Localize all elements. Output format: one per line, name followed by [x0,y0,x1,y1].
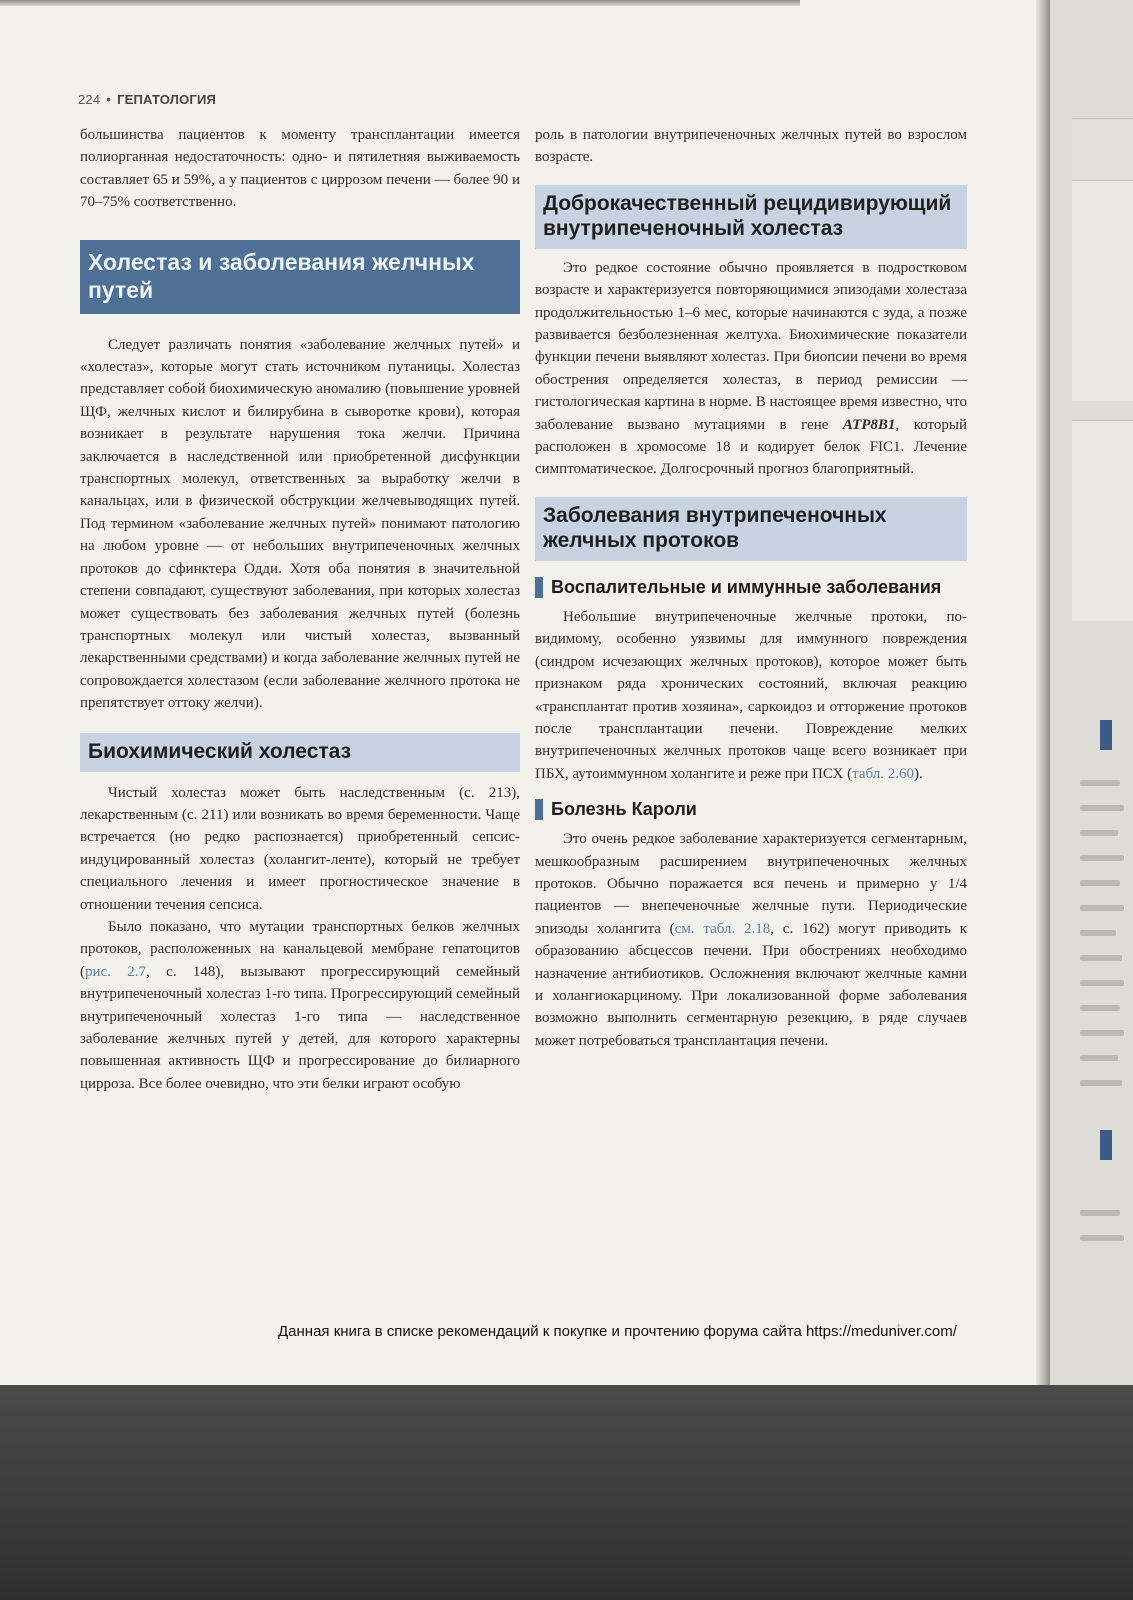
next-page-edge [1050,0,1133,1385]
right-column [535,124,967,1052]
header-separator: • [106,92,112,107]
cholestasis-paragraph: Следует различать понятия «заболевание желчных путей» и «холестаз», которые могут стать источником путаницы. Холестаз представляет собой биохимическую аномалию (повышение уровней ЩФ, желчных кислот и билирубина в сыворотке крови), которая возникает в результате нарушения тока желчи. Причина заключается в наследственной или приобретенной дисфункции транспортных молекул, ответственных за выработку желчи в канальцах, или в физической обструкции желчевыводящих путей. Под термином «заболевание желчных путей» понимают патологию на любом уровне — от небольших внутрипеченочных желчных протоков до сфинктера Одди. Хотя оба понятия в значительной степени совпадают, существуют заболевания, при которых холестаз может существовать без заболевания желчных путей (болезнь транспортных молекул или чистый холестаз, вызванный лекарственными средствами) и когда заболевание желчных путей не сопровождается холестазом (если заболевание желчного протока не препятствует оттоку желчи). [80,336,520,712]
gene-name: ATP8B1 [842,416,896,433]
next-page-heading-marker-2 [1100,1130,1112,1160]
running-header [78,92,216,107]
benign-recurrent-paragraph [535,257,967,481]
section-title: ГЕПАТОЛОГИЯ [117,92,217,107]
heading-caroli-disease: Болезнь Кароли [535,799,967,820]
scanner-background [0,1385,1133,1600]
heading-benign-recurrent-cholestasis: Доброкачественный рецидивирующий внутрипеченочный холестаз [535,185,967,249]
inflam-text-b: ). [913,765,923,782]
next-page-box [1072,118,1133,181]
page-number: 224 [78,92,101,107]
caroli-paragraph [535,828,967,1052]
footer-note: Данная книга в списке рекомендаций к покупке и прочтению форума сайта https://meduniver.com/ [278,1323,957,1340]
heading-biochemical-cholestasis: Биохимический холестаз [80,733,520,772]
heading-cholestasis: Холестаз и заболевания желчных путей [80,240,520,314]
table-reference-link[interactable]: табл. 2.60 [852,765,914,782]
intro-paragraph: большинства пациентов к моменту трансплантации имеется полиорганная недостаточность: одно- и пятилетняя выживаемость составляет 65 и 59%, а у пациентов с циррозом печени — более 90 и 70–75% соответственно. [80,127,520,211]
page-top-edge [0,0,800,6]
book-gutter [1036,0,1050,1385]
caroli-text-a: Это очень редкое заболевание характеризуется сегментарным, мешкообразным расширением внутрипеченочных желчных протоков. Обычно поражается вся печень и примерно у 1/4 пациентов — внепеченочные желчные пути. Периодические эпизоды холангита ( [535,831,967,937]
table-reference-link-2[interactable]: см. табл. 2.18 [674,920,771,937]
caroli-text-b: , с. 162) могут приводить к образованию абсцессов печени. При обострениях необходимо назначение антибиотиков. Осложнения включают желчные камни и холангиокарциному. При локализованной форме заболевания возможно выполнить сегментарную резекцию, в ряде случаев может потребоваться трансплантация печени. [535,920,967,1049]
next-page-table-2 [1072,420,1133,621]
biochem-paragraph-1: Чистый холестаз может быть наследственным (с. 213), лекарственным (с. 211) или возникать во время беременности. Чаще встречается (но редко распознается) приобретенный сепсис-индуцированный холестаз (холангит-ленте), который не требует специального лечения и имеет прогностическое значение в отношении течения сепсиса. [80,784,520,913]
next-page-table [1072,180,1133,401]
brc-text-a: Это редкое состояние обычно проявляется в подростковом возрасте и характеризуется повторяющимися эпизодами холестаза продолжительностью 1–6 мес, которые начинаются с зуда, а позже развивается безболезненная желтуха. Биохимические показатели функции печени выявляют холестаз. При биопсии печени во время обострения определяется холестаз, в период ремиссии — гистологическая картина в норме. В настоящее время известно, что заболевание вызвано мутациями в гене [535,259,967,433]
next-page-heading-marker [1100,720,1112,750]
biochem-p2-text-a: Было показано, что мутации транспортных белков желчных протоков, расположенных на канальцевой мембране гепатоцитов ( [80,918,520,980]
heading-inflammatory-immune: Воспалительные и иммунные заболевания [535,577,967,598]
continuation-paragraph: роль в патологии внутрипеченочных желчных путей во взрослом возрасте. [535,127,967,166]
left-column [80,124,520,1095]
heading-intrahepatic-duct-diseases: Заболевания внутрипеченочных желчных протоков [535,497,967,561]
biochem-paragraph-2 [80,916,520,1095]
inflam-text-a: Небольшие внутрипеченочные желчные протоки, по-видимому, особенно уязвимы для иммунного повреждения (синдром исчезающих желчных протоков), которое может быть признаком ряда хронических состояний, включая реакцию «трансплантат против хозяина», саркоидоз и отторжение протоков после трансплантации печени. Повреждение мелких внутрипеченочных желчных протоков чаще всего возникает при ПБХ, аутоиммунном холангите и реже при ПСХ ( [535,608,967,782]
brc-text-b: , который расположен в хромосоме 18 и кодирует белок FIC1. Лечение симптоматическое. Долгосрочный прогноз благоприятный. [535,416,967,478]
figure-reference-link[interactable]: рис. 2.7 [85,963,147,980]
inflammatory-paragraph [535,606,967,785]
biochem-p2-text-b: , с. 148), вызывают прогрессирующий семейный внутрипеченочный холестаз 1-го типа. Прогрессирующий семейный внутрипеченочный холестаз 1-го типа — наследственное заболевание желчных путей у детей, для которого характерны повышенная активность ЩФ и прогрессирование до билиарного цирроза. Все более очевидно, что эти белки играют особую [80,963,520,1092]
